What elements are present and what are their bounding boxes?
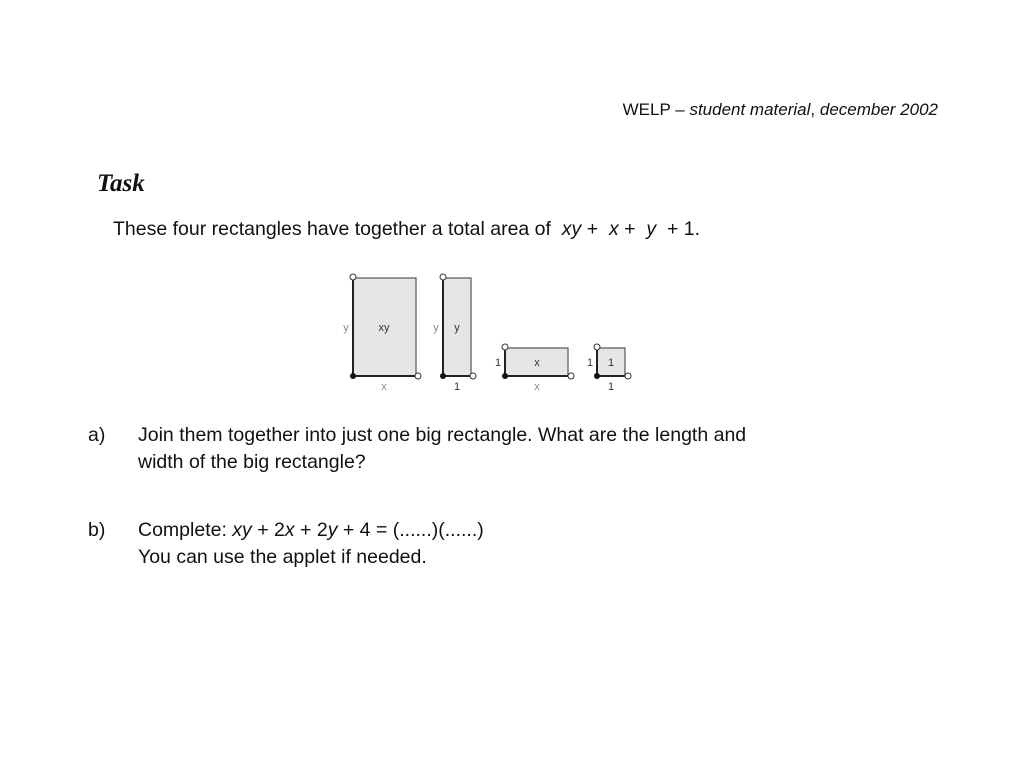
rotate-handle[interactable] (350, 274, 356, 280)
header-prefix: WELP – (622, 100, 685, 119)
header-sep: , (810, 100, 816, 119)
task-intro (113, 218, 700, 241)
plus-2-b: + 2 (300, 519, 328, 541)
page-header (623, 100, 938, 120)
question-a-text (138, 422, 878, 476)
side-label: y (343, 322, 349, 334)
rect-label: 1 (607, 357, 615, 369)
bottom-label: x (381, 381, 387, 393)
bottom-label: 1 (453, 381, 461, 393)
corner-handle[interactable] (502, 373, 508, 379)
bottom-label: 1 (607, 381, 615, 393)
question-a-line1: Join them together into just one big rectangle. What are the length and (138, 424, 747, 446)
intro-term-y: y (646, 218, 657, 240)
intro-plus-3: + 1. (666, 218, 701, 240)
rotate-handle[interactable] (594, 344, 600, 350)
rect-y[interactable] (433, 274, 476, 393)
rect-1[interactable] (587, 344, 631, 393)
equation-rest: + 4 = (......)(......) (342, 519, 484, 541)
task-title: Task (97, 170, 145, 197)
rectangles-figure (335, 268, 635, 394)
intro-term-x: x (608, 218, 619, 240)
rect-label: x (534, 357, 540, 369)
rect-label: y (454, 322, 460, 334)
rect-xy[interactable] (343, 274, 421, 393)
intro-term-xy: xy (561, 218, 582, 240)
rotate-handle[interactable] (415, 373, 421, 379)
intro-plus-1: + (586, 218, 599, 240)
bottom-label: x (534, 381, 540, 393)
complete-prefix: Complete: (138, 519, 227, 541)
intro-text: These four rectangles have together a total area of (113, 218, 551, 240)
rect-label: xy (378, 322, 390, 334)
question-b-line2: You can use the applet if needed. (138, 546, 427, 568)
term-x: x (284, 519, 295, 541)
rotate-handle[interactable] (470, 373, 476, 379)
rotate-handle[interactable] (502, 344, 508, 350)
corner-handle[interactable] (594, 373, 600, 379)
plus-2-a: + 2 (257, 519, 285, 541)
term-xy: xy (232, 519, 252, 541)
rect-x[interactable] (495, 344, 574, 393)
rotate-handle[interactable] (568, 373, 574, 379)
rotate-handle[interactable] (440, 274, 446, 280)
question-b-line1 (138, 517, 878, 544)
question-a-line2: width of the big rectangle? (138, 451, 366, 473)
side-label: 1 (494, 357, 502, 369)
side-label: 1 (586, 357, 594, 369)
term-y: y (327, 519, 338, 541)
question-b-text (138, 517, 878, 571)
header-material: student material (689, 100, 811, 119)
question-a-label: a) (88, 424, 106, 446)
intro-plus-2: + (624, 218, 636, 240)
header-date: december 2002 (819, 100, 938, 119)
side-label: y (433, 322, 439, 334)
rotate-handle[interactable] (625, 373, 631, 379)
question-b-label: b) (88, 519, 106, 541)
corner-handle[interactable] (440, 373, 446, 379)
corner-handle[interactable] (350, 373, 356, 379)
